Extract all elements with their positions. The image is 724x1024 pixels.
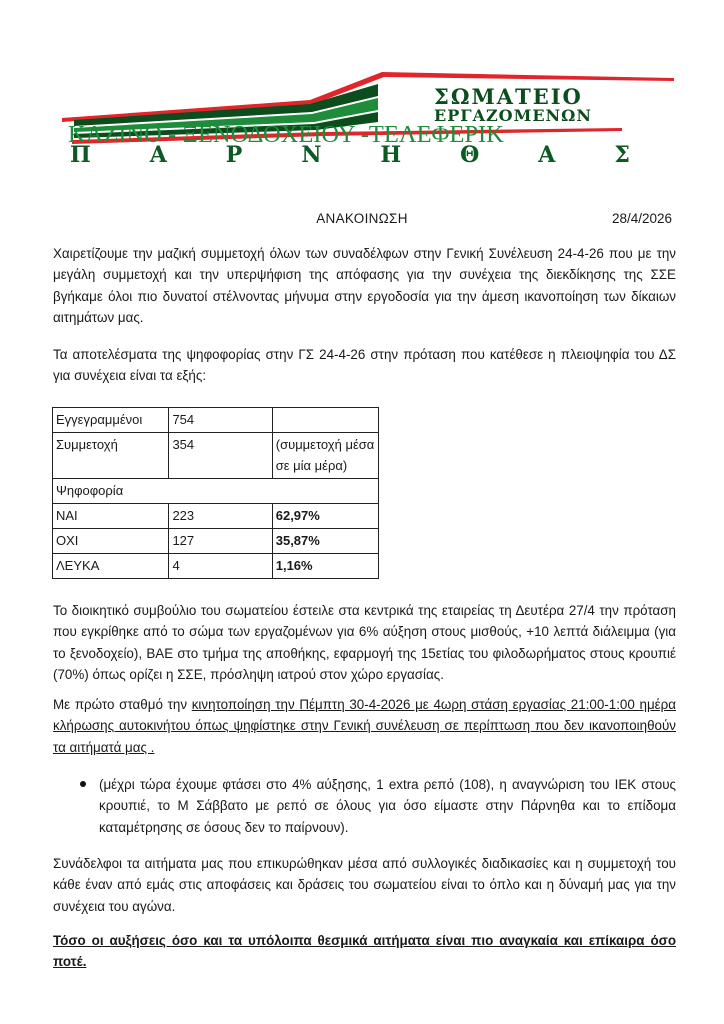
logo-workers-word: ΕΡΓΑΖΟΜΕΝΩΝ [434, 106, 593, 125]
final-statement: Τόσο οι αυξήσεις όσο και τα υπόλοιπα θεσμικά αιτήματα είναι πιο αναγκαία και επίκαιρα όσο ποτέ. [53, 933, 676, 970]
table-row-registered [53, 408, 379, 433]
mobilization-underlined-text: κινητοποίηση την Πέμπτη 30-4-2026 με 4ωρη στάση εργασίας 21:00-1:00 ημέρα κλήρωσης αυτοκινήτου όπως ψηφίστηκε στην Γενική συνέλευση σε περίπτωση που δεν ικανοποιηθούν τα αιτήματά μας . [53, 697, 677, 755]
logo-place-letter: Π [70, 142, 91, 168]
vote-results-table [52, 407, 379, 579]
logo-place-letter: Η [380, 142, 402, 168]
mobilization-paragraph [53, 694, 676, 758]
result-votes: 223 [169, 504, 272, 529]
logo-place-letter: Ν [301, 142, 322, 168]
result-votes: 4 [169, 554, 272, 579]
result-label: ΛΕΥΚΑ [53, 554, 169, 579]
bullet-icon [80, 781, 86, 787]
table-row [53, 529, 379, 554]
turnout-label: Συμμετοχή [53, 433, 169, 479]
document-date: 28/4/2026 [611, 211, 672, 226]
table-row [53, 554, 379, 579]
registered-note [272, 408, 378, 433]
registered-value: 754 [169, 408, 272, 433]
result-label: ΟΧΙ [53, 529, 169, 554]
results-intro-paragraph: Τα αποτελέσματα της ψηφοφορίας στην ΓΣ 24-4-26 στην πρόταση που κατέθεσε η πλειοψηφία του ΔΣ για συνέχεια είναι τα εξής: [53, 347, 676, 384]
result-label: ΝΑΙ [53, 504, 169, 529]
logo-place-letter: Σ [614, 142, 630, 168]
result-percent: 1,16% [272, 554, 378, 579]
logo-place-letter: Ρ [225, 142, 243, 168]
mobilization-prefix: Με πρώτο σταθμό την [53, 697, 192, 712]
result-votes: 127 [169, 529, 272, 554]
turnout-value: 354 [169, 433, 272, 479]
board-proposal-paragraph: Το διοικητικό συμβούλιο του σωματείου έστειλε στα κεντρικά της εταιρείας τη Δευτέρα 27/4 την πρόταση που εγκρίθηκε από το σώμα των εργαζομένων για 6% αύξηση στους μισθούς, +10 λεπτά διάλειμμα (για το ξενοδοχείο), ΒΑΕ στο τμήμα της αποθήκης, εφαρμογή της 15ετίας του φιλοδωρήματος στους κρουπιέ (70%) όπως ορίζει η ΣΣΕ, πρόσληψη ιατρού στον χώρο εργασίας. [53, 603, 676, 682]
logo-place-letter: Α [538, 142, 556, 168]
logo-union-word: ΣΩΜΑΤΕΙΟ [434, 84, 583, 109]
greeting-paragraph: Χαιρετίζουμε την μαζική συμμετοχή όλων των συναδέλφων στην Γενική Συνέλευση 24-4-26 που με την μεγάλη συμμετοχή και την υπερψήφιση της απόφασης για την συνέχεια της διεκδίκησης της ΣΣΕ βγήκαμε όλοι πιο δυνατοί στέλνοντας μήνυμα στην εργοδοσία για την άμεση ικανοποίηση των δίκαιων αιτημάτων μας. [53, 246, 676, 325]
closing-paragraph: Συνάδελφοι τα αιτήματα μας που επικυρώθηκαν μέσα από συλλογικές διαδικασίες και η συμμετοχή του κάθε έναν από εμάς στις αποφάσεις και δράσεις του σωματείου είναι το όπλο και η δύναμή μας για την συνέχεια του αγώνα. [53, 856, 676, 914]
logo-place-letter: Α [149, 142, 167, 168]
document-title: ΑΝΑΚΟΙΝΩΣΗ [316, 211, 408, 226]
logo-place-letter: Θ [460, 142, 480, 168]
result-percent: 62,97% [272, 504, 378, 529]
logo-subtitle: ΚΑΖΙΝΟ - ΞΕΝΟΔΟΧΕΙΟΥ -ΤΕΛΕΦΕΡΙΚ [68, 122, 504, 148]
table-row [53, 504, 379, 529]
registered-label: Εγγεγραμμένοι [53, 408, 169, 433]
logo-place-name [70, 142, 630, 168]
table-row-section [53, 479, 379, 504]
union-logo [62, 52, 682, 168]
table-row-turnout [53, 433, 379, 479]
result-percent: 35,87% [272, 529, 378, 554]
turnout-note: (συμμετοχή μέσα σε μία μέρα) [272, 433, 378, 479]
voting-section-label: Ψηφοφορία [53, 479, 379, 504]
progress-bullet-item: (μέχρι τώρα έχουμε φτάσει στο 4% αύξησης, 1 extra ρεπό (108), η αναγνώριση του ΙΕΚ στους κρουπιέ, το Μ Σάββατο με ρεπό σε όλους για όσο είμαστε στην Πάρνηθα και το επίδομα καταμέτρησης σε όσους δεν το παίρνουν). [99, 777, 676, 835]
